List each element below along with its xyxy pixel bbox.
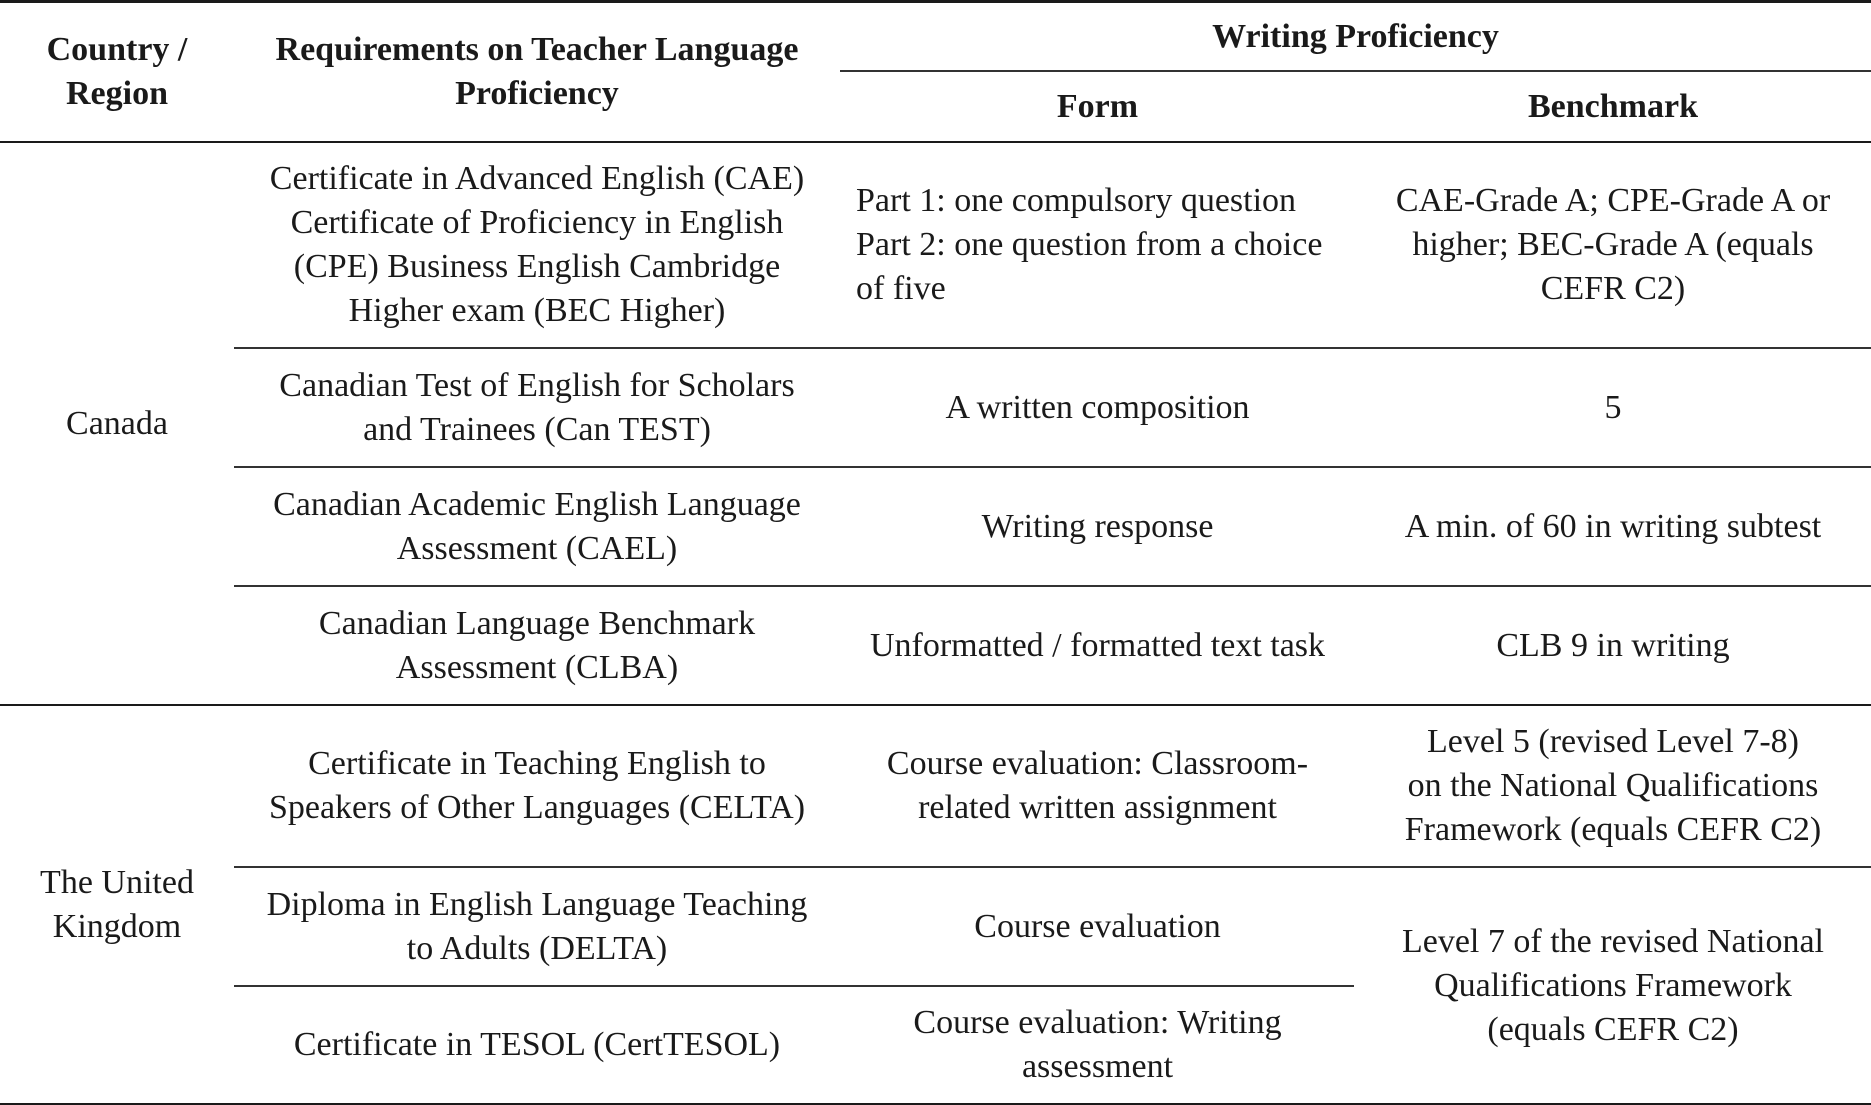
header-form: Form (1056, 87, 1139, 125)
country-cell: The United Kingdom (40, 863, 194, 945)
requirement-cell: Canadian Academic English Language Assessment (CAEL) (273, 485, 801, 567)
header-requirements: Requirements on Teacher Language Proficiency (275, 31, 799, 112)
form-cell: Part 1: one compulsory question Part 2: one question from a choice of five (856, 182, 1323, 307)
header-writing-proficiency: Writing Proficiency (1212, 17, 1499, 55)
form-cell: Writing response (981, 507, 1214, 545)
header-country: Country / Region (46, 31, 188, 112)
requirement-cell: Certificate in TESOL (CertTESOL) (293, 1026, 781, 1063)
form-cell: A written composition (945, 388, 1250, 426)
requirement-cell: Canadian Language Benchmark Assessment (CLBA) (318, 604, 756, 686)
form-cell: Course evaluation: Classroom- related written assignment (886, 745, 1309, 826)
benchmark-cell: CLB 9 in writing (1496, 626, 1730, 664)
requirement-cell: Certificate in Advanced English (CAE) Certificate of Proficiency in English (CPE) Business English Cambridge Higher exam (BEC Higher) (269, 160, 805, 329)
form-cell: Course evaluation (974, 907, 1221, 945)
benchmark-cell: 5 (1604, 388, 1622, 426)
requirement-cell: Diploma in English Language Teaching to Adults (DELTA) (266, 885, 808, 967)
benchmark-cell: A min. of 60 in writing subtest (1404, 507, 1822, 545)
form-cell: Unformatted / formatted text task (869, 626, 1326, 664)
form-cell: Course evaluation: Writing assessment (913, 1004, 1282, 1085)
header-benchmark: Benchmark (1528, 87, 1698, 125)
shared-benchmark-cell: Level 7 of the revised National Qualifications Framework (equals CEFR C2) (1401, 922, 1824, 1048)
requirement-cell: Canadian Test of English for Scholars and Trainees (Can TEST) (279, 366, 795, 448)
benchmark-cell: CAE-Grade A; CPE-Grade A or higher; BEC-Grade A (equals CEFR C2) (1395, 182, 1831, 307)
country-cell: Canada (66, 404, 168, 442)
benchmark-cell: Level 5 (revised Level 7-8) on the National Qualifications Framework (equals CEFR C2) (1404, 723, 1822, 848)
requirement-cell: Certificate in Teaching English to Speakers of Other Languages (CELTA) (268, 745, 806, 826)
